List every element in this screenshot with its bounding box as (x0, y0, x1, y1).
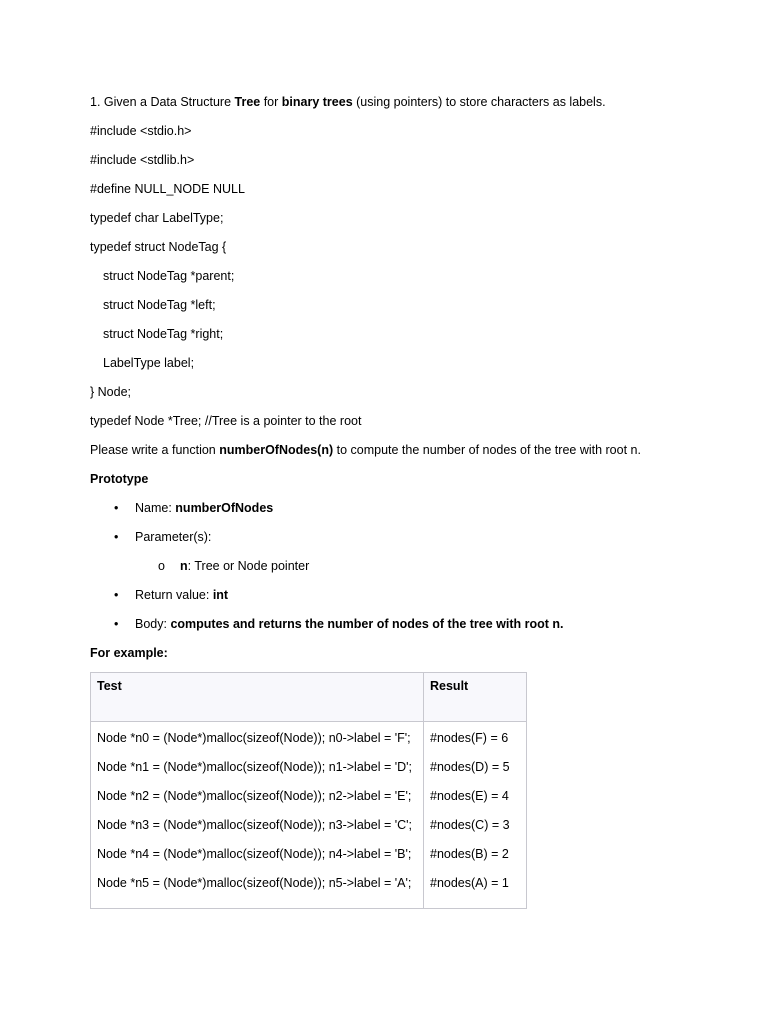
list-item-return (90, 585, 730, 614)
task-text: to compute the number of nodes of the tree with root n. (333, 443, 641, 457)
intro-text: for (260, 95, 282, 109)
return-value: int (212, 588, 229, 602)
test-line: Node *n1 = (Node*)malloc(sizeof(Node)); n1->label = 'D'; (97, 760, 412, 774)
list-item-param-n (90, 556, 730, 585)
params-label: Parameter(s): (135, 530, 212, 544)
task-function-name: numberOfNodes(n) (219, 443, 334, 457)
list-item-body (90, 614, 730, 643)
code-line: } Node; (90, 385, 132, 399)
bullet-icon: • (114, 588, 119, 602)
result-line: #nodes(F) = 6 (430, 731, 509, 745)
body-value: computes and returns the number of nodes of the tree with root n. (170, 617, 564, 631)
example-heading (90, 643, 730, 672)
code-line: LabelType label; (103, 356, 195, 370)
code-line: #include <stdlib.h> (90, 153, 195, 167)
intro-text: 1. Given a Data Structure (90, 95, 235, 109)
bullet-icon: • (114, 530, 119, 544)
intro-text: (using pointers) to store characters as labels. (352, 95, 606, 109)
result-line: #nodes(B) = 2 (430, 847, 509, 861)
code-line: struct NodeTag *left; (103, 298, 216, 312)
bullet-icon: • (114, 617, 119, 631)
header-result: Result (424, 673, 527, 722)
result-line: #nodes(A) = 1 (430, 876, 509, 890)
result-line: #nodes(E) = 4 (430, 789, 509, 803)
code-line: typedef Node *Tree; //Tree is a pointer to the root (90, 414, 362, 428)
code-line: #define NULL_NODE NULL (90, 182, 245, 196)
code-line: struct NodeTag *right; (103, 327, 224, 341)
code-line: struct NodeTag *parent; (103, 269, 235, 283)
test-line: Node *n2 = (Node*)malloc(sizeof(Node)); n2->label = 'E'; (97, 789, 412, 803)
table-row (91, 722, 527, 909)
list-item-parameters (90, 527, 730, 556)
result-cell (424, 722, 527, 909)
name-value: numberOfNodes (175, 501, 274, 515)
intro-bold-binary-trees: binary trees (281, 95, 353, 109)
example-table (90, 672, 527, 909)
result-line: #nodes(D) = 5 (430, 760, 510, 774)
test-line: Node *n5 = (Node*)malloc(sizeof(Node)); n5->label = 'A'; (97, 876, 412, 890)
sub-bullet-icon: o (158, 559, 165, 573)
test-line: Node *n0 = (Node*)malloc(sizeof(Node)); n0->label = 'F'; (97, 731, 411, 745)
prototype-heading-text: Prototype (90, 472, 149, 486)
task-text: Please write a function (90, 443, 220, 457)
param-desc: : Tree or Node pointer (187, 559, 310, 573)
code-line: typedef struct NodeTag { (90, 240, 227, 254)
document-page (90, 92, 730, 909)
example-heading-text: For example: (90, 646, 168, 660)
task-paragraph (90, 440, 730, 469)
test-cell (91, 722, 424, 909)
test-line: Node *n4 = (Node*)malloc(sizeof(Node)); n4->label = 'B'; (97, 847, 412, 861)
table-header-row (91, 673, 527, 722)
prototype-list (90, 498, 730, 643)
param-name: n (180, 559, 188, 573)
return-label: Return value: (135, 588, 213, 602)
list-item-name (90, 498, 730, 527)
body-label: Body: (135, 617, 171, 631)
intro-paragraph (90, 92, 730, 121)
header-test: Test (91, 673, 424, 722)
code-line: #include <stdio.h> (90, 124, 192, 138)
bullet-icon: • (114, 501, 119, 515)
code-line: typedef char LabelType; (90, 211, 224, 225)
name-label: Name: (135, 501, 176, 515)
result-line: #nodes(C) = 3 (430, 818, 510, 832)
test-line: Node *n3 = (Node*)malloc(sizeof(Node)); n3->label = 'C'; (97, 818, 412, 832)
intro-bold-tree: Tree (234, 95, 261, 109)
prototype-heading (90, 469, 730, 498)
